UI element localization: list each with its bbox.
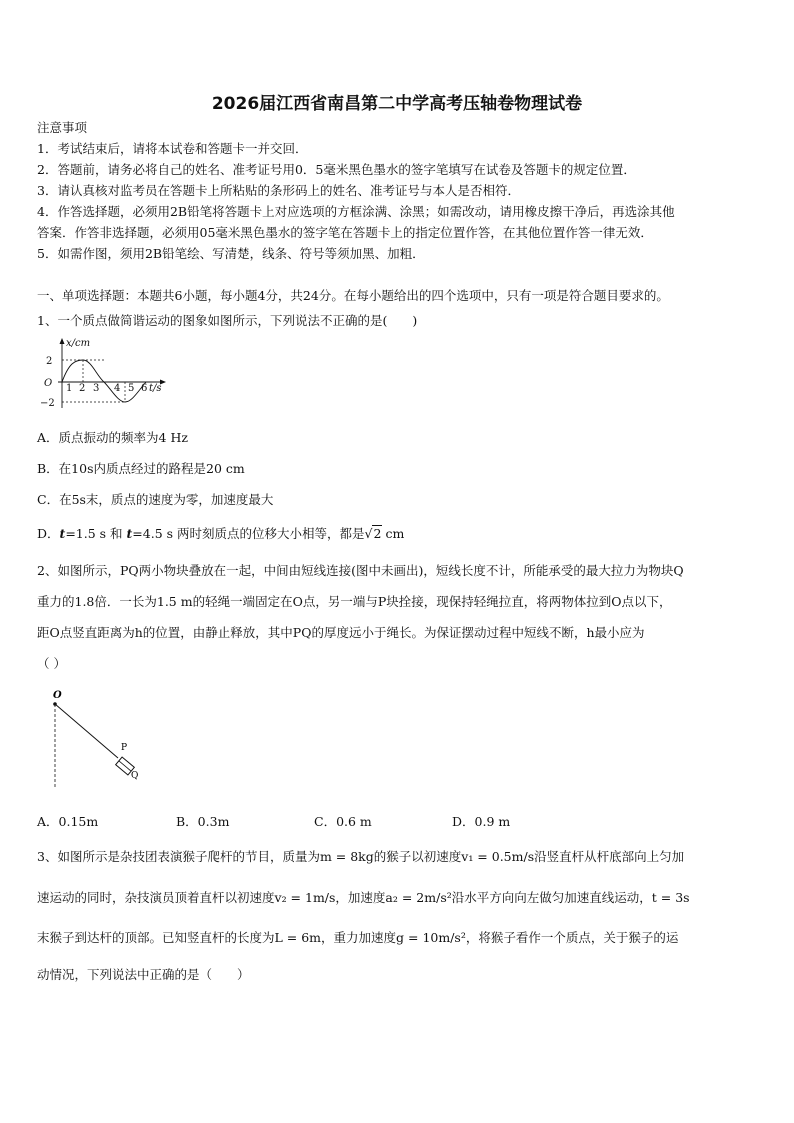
graph-ytick-pos: 2 (46, 356, 53, 367)
block-p-label: P (121, 743, 128, 753)
q1-option-d-mid2: =4.5 s 两时刻质点的位移大小相等，都是 (132, 526, 365, 541)
block-q-label: Q (131, 771, 139, 781)
oscillation-graph (36, 336, 171, 412)
graph-xtick-1: 1 (66, 383, 73, 394)
notice-item-4-cont: 答案．作答非选择题，必须用05毫米黑色墨水的签字笔在答题卡上的指定位置作答，在其他位置作答一律无效． (37, 225, 653, 240)
question-2-line-3: 距O点竖直距离为h的位置，由静止释放，其中PQ的厚度远小于绳长。为保证摆动过程中短线不断，h最小应为 (37, 625, 645, 640)
graph-xtick-5: 5 (128, 383, 135, 394)
notice-item-1: 1．考试结束后，请将本试卷和答题卡一并交回． (37, 141, 308, 156)
graph-xtick-2: 2 (79, 383, 86, 394)
q1-option-d (37, 524, 404, 542)
question-3-line-1: 3、如图所示是杂技团表演猴子爬杆的节目，质量为m = 8kg的猴子以初速度v₁ = 0.5m/s沿竖直杆从杆底部向上匀加 (37, 849, 685, 864)
graph-ytick-neg: −2 (40, 398, 55, 409)
section-heading: 一、单项选择题：本题共6小题，每小题4分，共24分。在每小题给出的四个选项中，只有一项是符合题目要求的。 (37, 288, 669, 303)
q1-option-b: B．在10s内质点经过的路程是20 cm (37, 461, 245, 476)
question-3-line-4: 动情况，下列说法中正确的是（ ） (37, 967, 250, 982)
point-o-label: O (53, 690, 62, 701)
q1-option-d-prefix: D． (37, 526, 60, 541)
notice-item-2: 2．答题前，请务必将自己的姓名、准考证号用0．5毫米黑色墨水的签字笔填写在试卷及答题卡的规定位置． (37, 162, 636, 177)
graph-origin: O (44, 378, 53, 389)
exam-title: 2026届江西省南昌第二中学高考压轴卷物理试卷 (211, 94, 583, 114)
graph-xlabel: t/s (149, 383, 162, 394)
q2-option-a: A．0.15m (37, 814, 99, 829)
sqrt-radicand: 2 (373, 526, 382, 541)
q2-option-c: C．0.6 m (314, 814, 372, 829)
q1-option-d-t1: t (59, 526, 66, 541)
q1-option-a: A．质点振动的频率为4 Hz (37, 430, 188, 445)
q1-option-d-t2: t (126, 526, 133, 541)
pendulum-figure (45, 686, 155, 791)
q2-option-d: D．0.9 m (452, 814, 511, 829)
question-2-line-4: （ ） (37, 656, 66, 671)
question-3-line-3: 末猴子到达杆的顶部。已知竖直杆的长度为L = 6m，重力加速度g = 10m/s²，将猴子看作一个质点，关于猴子的运 (37, 930, 679, 945)
notice-item-4: 4．作答选择题，必须用2B铅笔将答题卡上对应选项的方框涂满、涂黑；如需改动，请用橡皮擦干净后，再选涂其他 (37, 204, 675, 219)
q2-option-b: B．0.3m (176, 814, 230, 829)
question-2-line-1: 2、如图所示，PQ两小物块叠放在一起，中间由短线连接(图中未画出)，短线长度不计，所能承受的最大拉力为物块Q (37, 563, 684, 578)
notice-item-5: 5．如需作图，须用2B铅笔绘、写清楚，线条、符号等须加黑、加粗． (37, 246, 425, 261)
graph-xtick-3: 3 (93, 383, 100, 394)
question-1-stem: 1、一个质点做简谐运动的图象如图所示，下列说法不正确的是( ) (37, 313, 418, 328)
question-3-line-2: 速运动的同时，杂技演员顶着直杆以初速度v₂ = 1m/s，加速度a₂ = 2m/s²沿水平方向向左做匀加速直线运动，t = 3s (37, 890, 690, 905)
notice-heading: 注意事项 (37, 120, 88, 135)
sqrt-symbol: √2 (364, 526, 382, 541)
question-2-line-2: 重力的1.8倍．一长为1.5 m的轻绳一端固定在O点，另一端与P块拴接，现保持轻绳拉直，将两物体拉到O点以下， (37, 594, 672, 609)
q1-option-c: C．在5s末，质点的速度为零，加速度最大 (37, 492, 274, 507)
graph-xtick-4: 4 (114, 383, 121, 394)
graph-xtick-6: 6 (141, 383, 148, 394)
q1-option-d-mid1: =1.5 s 和 (65, 526, 127, 541)
notice-item-3: 3．请认真核对监考员在答题卡上所粘贴的条形码上的姓名、准考证号与本人是否相符． (37, 183, 520, 198)
graph-ylabel: x/cm (66, 338, 91, 349)
q1-option-d-unit: cm (385, 526, 405, 541)
